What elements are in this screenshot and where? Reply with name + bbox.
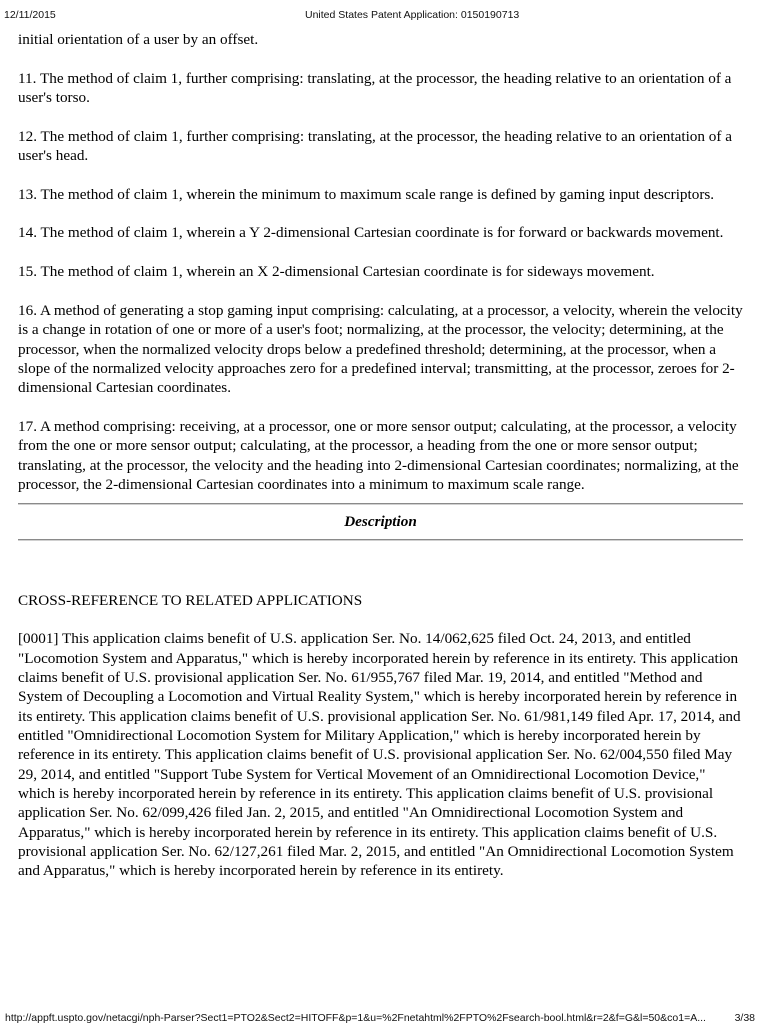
description-title: Description xyxy=(344,512,417,530)
print-footer xyxy=(5,1012,755,1026)
page-number: 3/38 xyxy=(734,1012,755,1024)
claim-11: 11. The method of claim 1, further comprising: translating, at the processor, the heading relative to an orientation of a user's torso. xyxy=(18,69,732,107)
claim-14: 14. The method of claim 1, wherein a Y 2-dimensional Cartesian coordinate is for forward or backwards movement. xyxy=(18,224,724,242)
divider-bottom xyxy=(18,539,743,541)
divider-top xyxy=(18,503,743,505)
print-header xyxy=(4,9,755,23)
claim-13: 13. The method of claim 1, wherein the minimum to maximum scale range is defined by gaming input descriptors. xyxy=(18,185,715,203)
claim-10-continuation: initial orientation of a user by an offset. xyxy=(18,31,259,48)
paragraph-0001: [0001] This application claims benefit of U.S. application Ser. No. 14/062,625 filed Oct. 24, 2013, and entitled "Locomotion System and Apparatus," which is hereby incorporated herein by reference in its entirety. This application claims benefit of U.S. provisional application Ser. No. 61/955,767 filed Mar. 19, 2014, and entitled "Method and System of Decoupling a Locomotion and Virtual Reality System," which is hereby incorporated herein by reference in its entirety. This application claims benefit of U.S. provisional application Ser. No. 61/981,149 filed Apr. 17, 2014, and entitled "Omnidirectional Locomotion System for Military Application," which is hereby incorporated herein by reference in its entirety. This application claims benefit of U.S. provisional application Ser. No. 62/004,550 filed May 29, 2014, and entitled "Support Tube System for Vertical Movement of an Omnidirectional Locomotion Device," which is hereby incorporated herein by reference in its entirety. This application claims benefit of U.S. provisional application Ser. No. 62/099,426 filed Jan. 2, 2015, and entitled "An Omnidirectional Locomotion System and Apparatus," which is hereby incorporated herein by reference in its entirety. This application claims benefit of U.S. provisional application Ser. No. 62/127,261 filed Mar. 2, 2015, and entitled "An Omnidirectional Locomotion System and Apparatus," which is hereby incorporated herein by reference in its entirety. xyxy=(18,630,741,880)
print-date: 12/11/2015 xyxy=(4,9,56,21)
claim-12: 12. The method of claim 1, further comprising: translating, at the processor, the heading relative to an orientation of a user's head. xyxy=(18,127,732,165)
document-title: United States Patent Application: 0150190713 xyxy=(305,9,520,21)
claim-15: 15. The method of claim 1, wherein an X 2-dimensional Cartesian coordinate is for sideways movement. xyxy=(18,263,655,281)
section-heading: CROSS-REFERENCE TO RELATED APPLICATIONS xyxy=(18,591,363,609)
description-banner xyxy=(18,503,743,541)
source-url: http://appft.uspto.gov/netacgi/nph-Parser?Sect1=PTO2&Sect2=HITOFF&p=1&u=%2Fnetahtml%2FPTO%2Fsearch-bool.html&r=2&f=G&l=50&co1=A... xyxy=(5,1012,706,1024)
claim-16: 16. A method of generating a stop gaming input comprising: calculating, at a processor, a velocity, wherein the velocity is a change in rotation of one or more of a user's foot; normalizing, at the processor, the velocity; determining, at the processor, when the normalized velocity drops below a predefined threshold; determining, at the processor, when a slope of the normalized velocity approaches zero for a predefined interval; transmitting, at the processor, zeroes for 2-dimensional Cartesian coordinates. xyxy=(18,301,743,397)
document-body xyxy=(18,30,743,900)
claim-17: 17. A method comprising: receiving, at a processor, one or more sensor output; calculating, at the processor, a velocity from the one or more sensor output; calculating, at the processor, a heading from the one or more sensor output; translating, at the processor, the velocity and the heading into 2-dimensional Cartesian coordinates; normalizing, at the processor, the 2-dimensional Cartesian coordinates into a minimum to maximum scale range. xyxy=(18,417,739,493)
